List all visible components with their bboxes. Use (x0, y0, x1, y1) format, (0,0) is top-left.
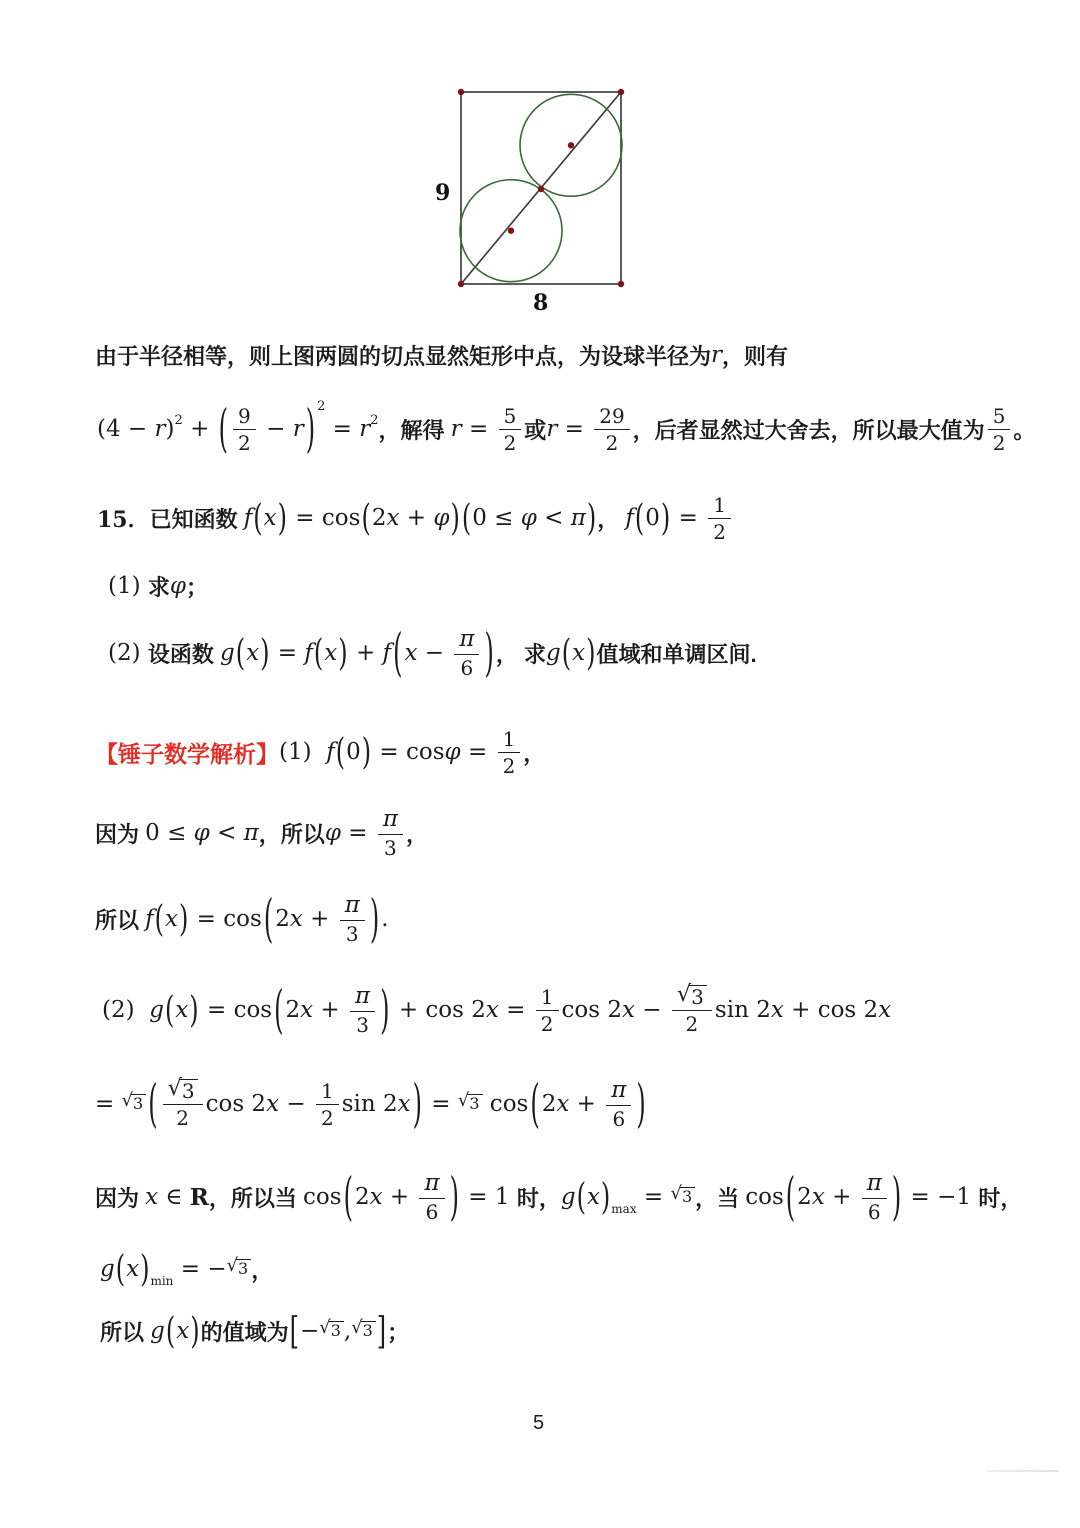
width-label: 8 (533, 290, 549, 316)
math-var: g (149, 997, 164, 1023)
fraction-numerator: 1 (708, 493, 731, 519)
superscript: 2 (317, 398, 326, 414)
math-text: 2 (285, 997, 301, 1023)
sqrt (676, 980, 707, 1009)
math-text: cos 2 (205, 1091, 267, 1117)
radical-icon: √ (670, 1183, 682, 1205)
radicand: 3 (236, 1259, 251, 1278)
math-text: = (461, 416, 496, 442)
math-var: x (289, 906, 303, 932)
left-paren: ( (274, 979, 284, 1041)
fraction (594, 404, 629, 455)
equation-solve-r (97, 392, 1035, 466)
math-text: ) (165, 416, 175, 442)
fraction (499, 404, 522, 455)
sqrt (457, 1090, 483, 1114)
right-paren: ) (190, 1310, 200, 1352)
math-var: f (326, 739, 335, 765)
right-paren: ) (260, 632, 270, 674)
left-paren: ( (461, 497, 472, 539)
math-text: = (671, 505, 706, 531)
fraction-denominator: 6 (425, 1200, 439, 1225)
math-text: − (634, 997, 669, 1023)
math-text: < (209, 820, 244, 846)
right-paren: ) (369, 888, 380, 950)
math-text: 2 (275, 906, 290, 932)
left-paren: ( (785, 1166, 796, 1228)
left-paren: ( (235, 632, 246, 674)
math-var: x (586, 1184, 600, 1210)
vertex-dot (618, 89, 624, 95)
math-var: x (485, 997, 499, 1023)
math-var: f (625, 505, 634, 531)
math-text: . (381, 906, 389, 932)
math-text: = (340, 820, 375, 846)
vertex-dot (458, 281, 464, 287)
figure-canvas (429, 86, 665, 318)
math-var: x (770, 997, 784, 1023)
tangent-dot (538, 186, 544, 192)
math-var: x (126, 1256, 140, 1282)
fraction-denominator: 6 (612, 1107, 626, 1132)
math-var: r (292, 416, 304, 442)
fraction-numerator: π (378, 806, 403, 836)
left-paren: ( (530, 1073, 540, 1135)
math-text: + (824, 1184, 859, 1210)
math-text: = (423, 1091, 458, 1117)
item-number: (1) (279, 739, 327, 765)
cjk-text: 时， (516, 1185, 561, 1211)
radicand: 3 (689, 985, 707, 1009)
right-paren: ) (891, 1166, 902, 1228)
fraction-denominator: 2 (238, 430, 251, 455)
math-text: = cos (288, 505, 361, 531)
center-dot (568, 142, 574, 148)
fraction-numerator: 1 (498, 727, 521, 753)
fraction (316, 1079, 339, 1130)
math-var: f (243, 505, 253, 531)
cjk-text: ，则有 (722, 343, 789, 369)
math-text: < (536, 505, 571, 531)
fraction-denominator: 2 (605, 430, 619, 455)
fraction-numerator: π (419, 1170, 444, 1200)
fraction-numerator (672, 980, 712, 1011)
sqrt (226, 1255, 252, 1279)
cjk-text: ，当 (695, 1185, 746, 1211)
fraction-denominator: 2 (992, 430, 1006, 455)
item-number: (2) (108, 640, 148, 666)
left-paren: ( (253, 497, 263, 539)
math-var: x (878, 997, 892, 1023)
problem-15 (97, 485, 734, 551)
solution-header-line (95, 716, 545, 788)
fraction (454, 626, 479, 681)
fraction (536, 985, 559, 1036)
math-text: − (279, 1091, 313, 1117)
math-text: + (348, 640, 383, 666)
math-var: g (100, 1256, 115, 1282)
math-var: φ (444, 739, 461, 765)
superscript: 2 (370, 412, 379, 428)
fraction-denominator: 2 (540, 1011, 554, 1036)
fraction-numerator: π (606, 1077, 631, 1107)
right-paren: ) (600, 1176, 611, 1218)
item-number: (2) (102, 997, 150, 1023)
fraction-denominator: 2 (502, 753, 516, 778)
math-var: x (404, 640, 418, 666)
right-paren: ) (380, 979, 390, 1041)
math-text: = − (173, 1256, 227, 1282)
fraction (378, 806, 403, 861)
right-paren: ) (636, 1073, 646, 1135)
math-text: − (417, 640, 452, 666)
cjk-text: 。 (1013, 417, 1036, 443)
center-dot (508, 228, 514, 234)
left-paren: ( (343, 1166, 353, 1228)
math-set-R: R (189, 1183, 209, 1211)
cjk-text: 或 (524, 417, 547, 443)
fraction (606, 1077, 631, 1132)
fraction-numerator (163, 1074, 203, 1105)
cjk-text: ； (186, 574, 209, 600)
math-text: = (557, 416, 592, 442)
sqrt (670, 1183, 696, 1207)
math-text: + (382, 1184, 417, 1210)
math-text: 0 ≤ (472, 505, 521, 531)
left-paren: ( (313, 632, 324, 674)
left-paren: ( (335, 731, 346, 773)
solution-line-min (100, 1246, 273, 1292)
math-text: 2 (541, 1091, 557, 1117)
left-paren: ( (361, 497, 371, 539)
vertex-dot (618, 281, 624, 287)
solution-line-gx-expand (102, 970, 891, 1050)
fraction (862, 1170, 887, 1225)
item-number: (1) (108, 573, 148, 599)
math-var: x (324, 640, 338, 666)
fraction-denominator: 3 (345, 922, 359, 947)
math-var: φ (520, 505, 537, 531)
right-paren: ) (277, 497, 287, 539)
math-var: x (386, 505, 400, 531)
math-var: x (572, 640, 586, 666)
cjk-text: ； (387, 1319, 410, 1345)
math-text: = cos (199, 997, 273, 1023)
math-text: = (95, 1091, 122, 1117)
left-bracket: [ (289, 1309, 299, 1353)
math-var: f (382, 640, 392, 666)
math-text: = (460, 739, 495, 765)
radical-icon: √ (676, 980, 692, 1007)
cjk-text: 因为 (95, 821, 146, 847)
math-text: 2 (371, 505, 387, 531)
math-text: + (313, 997, 348, 1023)
math-text: = −1 (903, 1184, 979, 1210)
right-paren: ) (484, 622, 494, 684)
problem-number: 15． (97, 506, 150, 533)
radical-icon: √ (319, 1317, 331, 1339)
cjk-text: 设函数 (147, 641, 221, 667)
cjk-text: ， (523, 740, 546, 766)
cjk-text: 的值域为 (200, 1319, 289, 1345)
fraction (233, 404, 256, 455)
radicand: 3 (361, 1321, 376, 1340)
math-var: φ (193, 820, 210, 846)
math-text: cos (482, 1091, 529, 1117)
math-text: + (399, 505, 434, 531)
math-var: φ (433, 505, 450, 531)
math-text: + cos 2 (783, 997, 879, 1023)
cjk-text: 因为 (95, 1185, 146, 1211)
cjk-text: ， (597, 506, 626, 532)
math-var: g (545, 640, 561, 666)
cjk-text: ， (495, 641, 518, 667)
left-paren: ( (154, 898, 165, 940)
solution-line-range-result (100, 1303, 409, 1359)
math-var: r (450, 416, 462, 442)
math-text: , (343, 1318, 352, 1344)
subscript-min: min (150, 1274, 174, 1288)
fraction-numerator: π (350, 983, 375, 1013)
math-var: x (263, 505, 277, 531)
math-var: x (145, 1184, 159, 1210)
right-paren: ) (586, 497, 597, 539)
left-paren: ( (393, 622, 403, 684)
right-paren: ) (140, 1248, 150, 1290)
math-var: r (154, 416, 166, 442)
right-paren: ) (660, 497, 671, 539)
cjk-text: 所以 (95, 907, 146, 933)
right-paren: ) (179, 898, 189, 940)
fraction-numerator: π (454, 626, 479, 656)
radical-icon: √ (121, 1090, 134, 1112)
math-var: x (300, 997, 314, 1023)
math-var: g (220, 640, 235, 666)
fraction-denominator: 6 (867, 1200, 881, 1225)
math-var: x (556, 1091, 570, 1117)
sqrt (319, 1317, 344, 1341)
math-var: x (176, 1318, 190, 1344)
math-var: x (175, 997, 189, 1023)
math-text: = (325, 416, 360, 442)
math-text: + (182, 416, 217, 442)
cjk-text: ，后者显然过大舍去，所以最大值为 (632, 417, 985, 443)
math-var: π (570, 505, 586, 531)
geometry-figure (429, 86, 665, 318)
radicand: 3 (180, 1079, 198, 1103)
math-text: cos (303, 1184, 342, 1210)
left-paren: ( (218, 398, 229, 460)
fraction (672, 980, 712, 1036)
fraction (708, 493, 731, 544)
solution-line-fx (95, 882, 389, 956)
cjk-text: 已知函数 (149, 506, 244, 532)
fraction (163, 1074, 203, 1130)
math-text: = cos (372, 739, 445, 765)
radical-icon: √ (167, 1074, 182, 1101)
left-paren: ( (165, 1310, 176, 1352)
sqrt (121, 1090, 147, 1114)
math-text: 0 ≤ (145, 820, 194, 846)
fraction-denominator: 2 (503, 430, 517, 455)
radicand: 3 (131, 1094, 146, 1113)
radicand: 3 (329, 1321, 344, 1340)
math-var: g (560, 1184, 576, 1210)
math-var: φ (169, 573, 187, 599)
math-var: g (150, 1318, 165, 1344)
fraction-denominator: 2 (320, 1105, 334, 1130)
math-text: + (569, 1091, 604, 1117)
left-paren: ( (263, 888, 274, 950)
math-text: cos (745, 1184, 784, 1210)
right-paren: ) (189, 989, 199, 1031)
fraction (988, 404, 1011, 455)
math-text: 2 (797, 1184, 812, 1210)
math-var: π (243, 820, 259, 846)
solution-line-phi (95, 798, 428, 868)
math-var: x (266, 1091, 280, 1117)
math-text: 0 (645, 505, 660, 531)
cjk-text: ，解得 (378, 417, 451, 443)
math-text: − (299, 1318, 320, 1344)
radical-icon: √ (457, 1090, 470, 1112)
superscript: 2 (174, 412, 183, 428)
right-paren: ) (586, 632, 596, 674)
question-2 (108, 615, 757, 691)
math-var: x (622, 997, 635, 1023)
page-number: 5 (533, 1412, 545, 1434)
subscript-max: max (611, 1202, 637, 1216)
left-paren: ( (115, 1248, 126, 1290)
math-text: = (498, 997, 533, 1023)
right-paren: ) (338, 632, 348, 674)
fraction-denominator: 2 (713, 519, 726, 544)
math-text: = (270, 640, 305, 666)
right-paren: ) (305, 398, 316, 460)
math-text: sin 2 (341, 1091, 398, 1117)
radical-icon: √ (351, 1317, 363, 1339)
math-var: f (145, 906, 154, 932)
fraction-numerator: π (862, 1170, 887, 1200)
math-text: 2 (354, 1184, 370, 1210)
fraction-numerator: 1 (536, 985, 559, 1011)
cjk-text: ， (405, 821, 428, 847)
right-paren: ) (450, 497, 460, 539)
math-var: x (246, 640, 260, 666)
fraction-numerator: 9 (233, 404, 256, 430)
math-text: = 1 (460, 1184, 517, 1210)
sqrt (351, 1317, 376, 1341)
solution-line-range-analysis (95, 1156, 1022, 1238)
question-1 (108, 572, 208, 600)
math-var: x (369, 1184, 383, 1210)
right-paren: ) (361, 731, 372, 773)
fraction (340, 892, 365, 947)
math-text: 0 (346, 739, 361, 765)
cjk-text: 值域和单调区间. (596, 641, 757, 667)
cjk-text: 求 (517, 641, 546, 667)
fraction-numerator: 5 (988, 404, 1011, 430)
left-paren: ( (561, 632, 572, 674)
left-paren: ( (148, 1073, 158, 1135)
fraction-denominator: 2 (685, 1011, 699, 1036)
fraction-denominator: 3 (356, 1013, 369, 1038)
math-text: − (258, 416, 293, 442)
math-var: x (397, 1091, 411, 1117)
fraction-denominator: 3 (384, 836, 397, 861)
cjk-text: ，所以 (258, 821, 325, 847)
math-var: x (165, 906, 178, 932)
right-paren: ) (412, 1073, 422, 1135)
left-paren: ( (634, 497, 645, 539)
cjk-text: 所以 (100, 1319, 151, 1345)
cjk-text: 求 (147, 574, 170, 600)
paragraph-radius (95, 340, 788, 370)
vertex-dot (458, 89, 464, 95)
solution-line-gx-simplify (95, 1062, 648, 1146)
math-text: (4 − (97, 416, 155, 442)
left-paren: ( (576, 1176, 586, 1218)
fraction-numerator: 1 (316, 1079, 339, 1105)
fraction-numerator: π (340, 892, 365, 922)
math-var: f (304, 640, 313, 666)
fraction (419, 1170, 444, 1225)
radical-icon: √ (226, 1255, 239, 1277)
radicand: 3 (467, 1094, 482, 1113)
fraction-denominator: 6 (460, 656, 474, 681)
math-var: r (546, 416, 558, 442)
math-text: = cos (189, 906, 262, 932)
math-var: x (811, 1184, 825, 1210)
page-artifact-line (987, 1470, 1059, 1472)
right-bracket: ] (376, 1309, 387, 1353)
fraction (350, 983, 375, 1038)
math-text: = (636, 1184, 671, 1210)
fraction-numerator: 5 (499, 404, 522, 430)
cjk-text: ， (251, 1257, 274, 1283)
math-text: + cos 2 (391, 997, 486, 1023)
math-text: ∈ (158, 1184, 190, 1210)
radicand: 3 (680, 1187, 695, 1206)
math-text: + (302, 906, 337, 932)
cjk-text: 由于半径相等，则上图两圆的切点显然矩形中点，为设球半径为 (95, 343, 712, 369)
solution-brand-tag: 【锤子数学解析】 (95, 740, 279, 767)
sqrt (167, 1074, 198, 1103)
cjk-text: 时， (978, 1185, 1023, 1211)
math-var: φ (324, 820, 341, 846)
math-text: sin 2 (714, 997, 771, 1023)
height-label: 9 (435, 180, 451, 206)
left-paren: ( (164, 989, 175, 1031)
math-var: r (359, 416, 371, 442)
cjk-text: ，所以当 (208, 1185, 304, 1211)
fraction-denominator: 2 (176, 1105, 189, 1130)
math-text: cos 2 (561, 997, 622, 1023)
math-var: r (711, 342, 723, 368)
fraction (498, 727, 521, 778)
fraction-numerator: 29 (594, 404, 629, 430)
right-paren: ) (449, 1166, 459, 1228)
